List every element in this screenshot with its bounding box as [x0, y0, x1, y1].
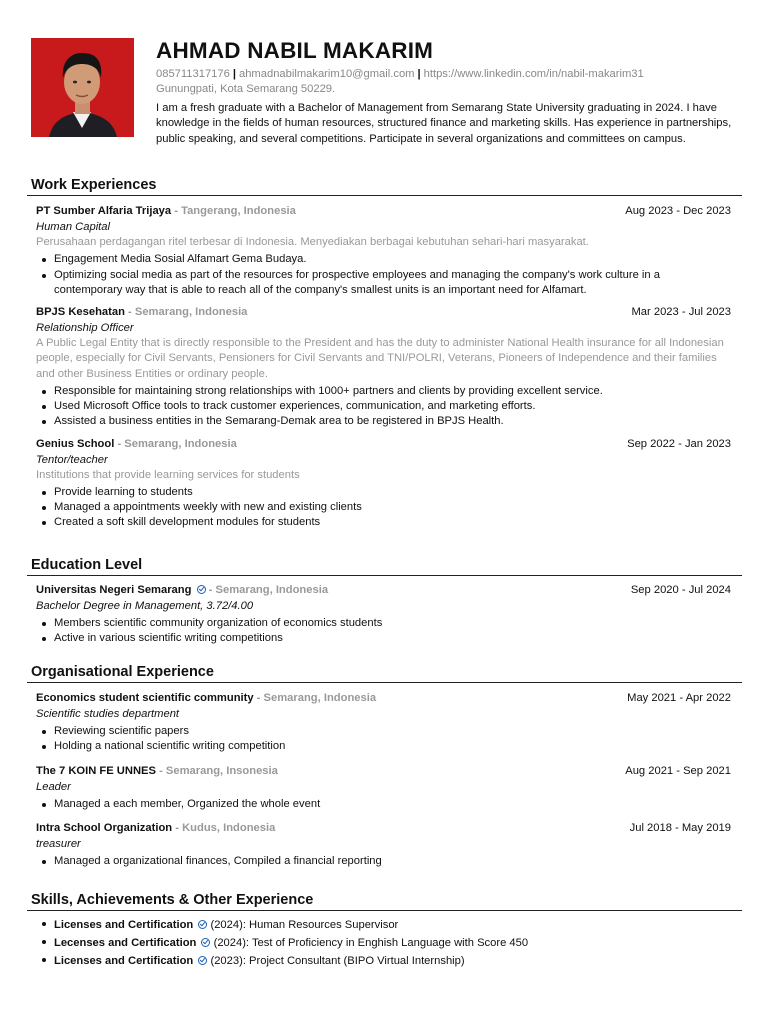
skill-label: Lecenses and Certification	[54, 937, 197, 949]
separator: |	[417, 68, 421, 80]
bullet-list	[36, 724, 731, 755]
organization-name: Genius School	[36, 437, 115, 450]
list-item: Reviewing scientific papers	[36, 724, 731, 739]
company-description: A Public Legal Entity that is directly responsible to the President and has the duty to administer National Health insurance for all Indonesian people, especially for Civil Servants, Pensioners for Civil Servants and TNI/POLRI, Veterans, Pioneers of Independence and their families and other Business Entities or ordinary people.	[36, 337, 724, 380]
email-link[interactable]: ahmadnabilmakarim10@gmail.com	[238, 68, 415, 80]
list-item: Used Microsoft Office tools to track customer experiences, communication, and marketing efforts.	[36, 399, 731, 414]
organisation-entry	[27, 764, 742, 812]
date-range: Sep 2022 - Jan 2023	[627, 437, 731, 450]
list-item: Holding a national scientific writing competition	[36, 739, 731, 754]
date-range: Sep 2020 - Jul 2024	[630, 584, 731, 596]
date-range: May 2021 - Apr 2022	[627, 692, 731, 704]
bullet-list	[36, 854, 731, 869]
company-description: Perusahaan perdagangan ritel terbesar di Indonesia. Menyediakan berbagai kebutuhan sehari-hari masyarakat.	[36, 236, 589, 248]
position: treasurer	[36, 837, 81, 850]
list-item: Optimizing social media as part of the resources for prospective employees and managing the company's work culture in a contemporary way that is able to reach all of the company's smallest units is an important need for Alfamart.	[36, 268, 731, 299]
profile-summary: I am a fresh graduate with a Bachelor of Management from Semarang State University graduating in 2024. I have knowledge in the fields of human resources, structured finance and marketing skills. Has experience in partnerships, public speaking, and several competitions. Participate in several organizations and committees on campus.	[156, 102, 732, 145]
list-item: Members scientific community organization of economics students	[36, 616, 731, 631]
skill-label: Licenses and Certification	[54, 919, 194, 931]
list-item: Responsible for maintaining strong relationships with 1000+ partners and clients by providing excellent service.	[36, 384, 731, 399]
organization-name: Economics student scientific community	[36, 692, 254, 704]
list-item: Engagement Media Sosial Alfamart Gema Budaya.	[36, 252, 731, 267]
university-name: Universitas Negeri Semarang	[36, 584, 192, 596]
linkedin-link[interactable]: https://www.linkedin.com/in/nabil-makarim31	[423, 68, 644, 80]
phone-number: 085711317176	[156, 68, 230, 80]
organisation-entry	[27, 821, 742, 869]
candidate-name: AHMAD NABIL MAKARIM	[156, 38, 434, 63]
list-item: Active in various scientific writing competitions	[36, 631, 731, 646]
organization-name: BPJS Kesehatan	[36, 306, 125, 319]
skill-label: Licenses and Certification	[54, 955, 194, 967]
location: - Semarang, Insonesia	[155, 764, 278, 777]
degree: Bachelor Degree in Management, 3.72/4.00	[36, 600, 254, 612]
education-entry	[27, 583, 742, 647]
date-range: Jul 2018 - May 2019	[629, 821, 731, 834]
resume-header	[31, 38, 741, 166]
skill-detail: (2024): Test of Proficiency in Enghish Language with Score 450	[210, 937, 529, 949]
organisational-experience-section	[27, 663, 742, 869]
skill-detail: (2023): Project Consultant (BIPO Virtual Internship)	[207, 955, 465, 967]
section-title: Skills, Achievements & Other Experience	[27, 891, 742, 911]
education-section	[27, 556, 742, 647]
section-title: Work Experiences	[27, 176, 742, 196]
list-item: Managed a appointments weekly with new and existing clients	[36, 500, 731, 515]
work-entry	[27, 305, 742, 430]
location: - Tangerang, Indonesia	[174, 205, 296, 217]
work-entry	[27, 437, 742, 531]
location: - Semarang, Indonesia	[253, 692, 377, 704]
list-item: Managed a organizational finances, Compiled a financial reporting	[36, 854, 731, 869]
organization-name: PT Sumber Alfaria Trijaya	[36, 205, 172, 217]
separator: |	[232, 68, 236, 80]
section-title: Education Level	[27, 556, 742, 576]
skills-section	[27, 891, 742, 970]
list-item: Assisted a business entities in the Semarang-Demak area to be registered in BPJS Health.	[36, 414, 731, 429]
date-range: Aug 2021 - Sep 2021	[625, 764, 731, 777]
bullet-list	[36, 384, 731, 430]
skills-list	[27, 916, 742, 970]
verified-check-icon	[197, 585, 206, 594]
address: Gunungpati, Kota Semarang 50229.	[156, 83, 336, 95]
company-description: Institutions that provide learning services for students	[36, 468, 300, 481]
date-range: Aug 2023 - Dec 2023	[625, 205, 731, 217]
location: - Semarang, Indonesia	[117, 437, 237, 450]
list-item: Managed a each member, Organized the whole event	[36, 797, 731, 812]
list-item: Created a soft skill development modules for students	[36, 515, 731, 530]
position: Scientific studies department	[36, 708, 180, 720]
skill-detail: (2024): Human Resources Supervisor	[207, 919, 399, 931]
bullet-list	[36, 485, 731, 531]
bullet-list	[36, 616, 731, 647]
work-entry	[27, 204, 742, 298]
date-range: Mar 2023 - Jul 2023	[631, 306, 731, 319]
contact-line	[156, 67, 741, 82]
list-item	[36, 952, 742, 970]
list-item	[36, 916, 742, 934]
organization-name: The 7 KOIN FE UNNES	[36, 764, 156, 777]
location: - Semarang, Indonesia	[205, 584, 329, 596]
bullet-list	[36, 797, 731, 812]
location: - Semarang, Indonesia	[128, 306, 248, 319]
list-item: Provide learning to students	[36, 485, 731, 500]
bullet-list	[36, 252, 731, 298]
job-role: Relationship Officer	[36, 322, 134, 335]
section-title: Organisational Experience	[27, 663, 742, 683]
list-item	[36, 934, 742, 952]
organisation-entry	[27, 691, 742, 755]
job-role: Tentor/teacher	[36, 453, 108, 466]
profile-photo	[31, 38, 134, 137]
job-role: Human Capital	[36, 221, 110, 233]
organization-name: Intra School Organization	[36, 821, 173, 834]
position: Leader	[36, 780, 71, 793]
work-experience-section	[27, 176, 742, 531]
location: - Kudus, Indonesia	[172, 821, 276, 834]
